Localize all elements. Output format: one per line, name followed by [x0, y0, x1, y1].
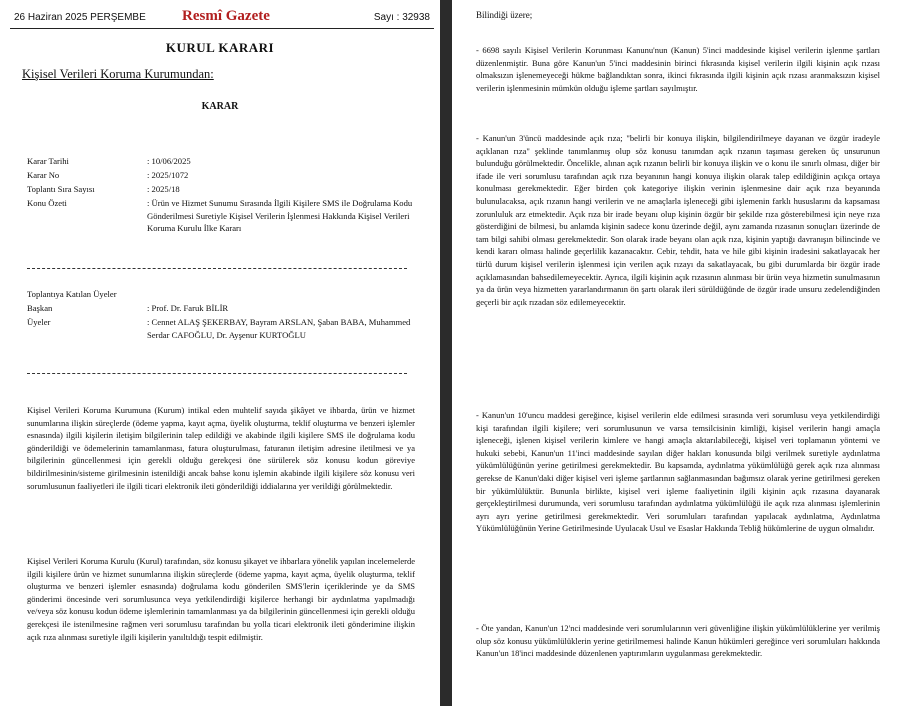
body-paragraph: - Kanun'un 3'üncü maddesinde açık rıza; "belirli bir konuya ilişkin, bilgilendirilmeye dayanan ve özgür iradeyle açıklanan rıza" şeklinde tanımlanmış olup söz konusu tanımdan açık rızanın taşıması gereken üç unsurunun bulunduğu görülmektedir. Öncelikle, alınan açık rızanın belirli bir konuya ilişkin ve o konu ile sınırlı olması, diğer bir ifade ile veri sorumlusu tarafından açık rıza beyanının hangi konuya ilişkin olarak talep edildiğinin açıkça ortaya konulması gerekmektedir. Eğer birden çok kategoriye ilişkin verinin işlenmesine dair açık rıza beyanında bulunulacaksa, açık rızanın hangi verilerin ve ne amaçlarla işleneceği gibi işlemenin farklı hususlarını da kapsaması zorunluluk arz etmektedir. Açık rıza bir irade beyanı olup kişinin özgür bir şekilde rıza gösterebilmesi için neye rıza gösterdiğini de bilmesi, bu anlamda kişinin sadece konu üzerinde değil, aynı zamanda rızasının sonuçları üzerinde de tam bilgi sahibi olması gerekmektedir. Son olarak irade beyanı olan açık rıza, kişinin yaptığı davranışın bilincinde ve kendi kararı olması halinde geçerlilik kazanacaktır. Cebir, tehdit, hata ve hile gibi kişinin iradesini sakatlayacak her türlü durum kişisel verilerin işlenmesi için verilen açık rızayı da sakatlayacak, bu gibi durumlarda bir özgür irade açıklamasından bahsedilemeyecektir. Ayrıca, ilgili kişinin açık rızasının alınması bir ürün veya hizmetin sunulmasının ya da ürün veya hizmetten yararlandırmanın ön şartı olarak ileri sürüldüğünde de özgür irade unsuru zedelendiğinden geçerli bir açık rızadan söz edilemeyecektir. — [476, 133, 880, 307]
body-paragraph: Kişisel Verileri Koruma Kurumuna (Kurum) intikal eden muhtelif sayıda şikâyet ve ihbarda, ürün ve hizmet sunumlarına ilişkin süreçlerde (ödeme yapma, kayıt açma, üyelik oluşturma, teklif oluşturma ve benzeri işlemler esnasında) ilgili kişilerin iletişim bilgilerinin talep edildiği ve akabinde ilgili kişilere SMS ile doğrulama kodu gönderildiği ve ödemelerinin tamamlanması, fatura oluşturulması, faturanın iletişim adresine iletilmesi ve ya bilgilerinin güncellenmesi için gerekli olduğu gerekçesi öne sürülerek söz konusu kodun göreviye bildirilmesinin/sisteme girilmesinin istenildiği ancak bahse konu işlemin akabinde ilgili kişilere söz konusu veri sorumlusunun faaliyetleri ile ilgili ticari elektronik ileti gönderildiği iddialarına yer verildiği görülmektedir. — [27, 405, 415, 491]
publication-name: Resmî Gazete — [182, 8, 270, 24]
header-divider — [10, 28, 434, 29]
page-title: KURUL KARARI — [165, 40, 275, 55]
meta-label: Üyeler — [27, 317, 51, 327]
body-paragraph: - Kanun'un 10'uncu maddesi gereğince, kişisel verilerin elde edilmesi sırasında veri sorumlusu veya yetkilendirdiği kişi tarafından ilgili kişilere; veri sorumlusunun ve varsa temsilcisinin kimliği, kişisel verilerin hangi amaçla işleneceği, işlenen kişisel verilerin kimlere ve hangi amaçla aktarılabileceği, kişisel veri toplamanın yöntemi ve hukuki sebebi, Kanun'un 11'inci maddesinde sayılan diğer hakları konusunda bilgi verilmek suretiyle aydınlatma yükümlülüğünün yerine getirilmesi gerekmektedir. Bu kapsamda, aydınlatma yükümlülüğü gerek açık rıza alınması gerekse de Kanun'daki diğer kişisel veri işleme şartlarının sağlanmasından bağımsız olarak yerine getirilmesi gereken bir yükümlülüktür. Bununla birlikte, kişisel veri işleme faaliyetinin ilgili kişinin açık rızasına dayanarak gerçekleştirilmesi durumunda, veri sorumlusu tarafından aydınlatma yükümlülüğü ile açık rıza alınması işlemlerinin ayrı ayrı yerine getirilmesi gerekmektedir. Veri sorumluları tarafından yapılacak aydınlatma, Aydınlatma Yükümlülüğünün Yerine Getirilmesinde Uyulacak Usul ve Esaslar Hakkında Tebliğ hükümlerine de uygun olmalıdır. — [476, 410, 880, 534]
body-paragraph: - 6698 sayılı Kişisel Verilerin Korunması Kanunu'nun (Kanun) 5'inci maddesinde kişisel verilerin işlenme şartları düzenlenmiştir. Buna göre Kanun'un 5'inci maddesinin birinci fıkrasında kişisel verilerin ilgili kişinin açık rızası olmaksızın işlenemeyeceği hükme bağlandıktan sonra, ikinci fıkrasında ilgili kişinin açık rızası aranmaksızın kişisel verilerin işlenmesinin mümkün olduğu işleme şartları sayılmıştır. — [476, 45, 880, 93]
meta-value: : Prof. Dr. Faruk BİLİR — [147, 303, 229, 313]
decision-heading: KARAR — [201, 101, 239, 112]
authority-name: Kişisel Verileri Koruma Kurumundan: — [22, 67, 214, 81]
body-paragraph: Kişisel Verileri Koruma Kurulu (Kurul) tarafından, söz konusu şikayet ve ihbarlara yönelik yapılan incelemelerde ilgili kişilere ürün ve hizmet sunumlarına ilişkin süreçlerde (ödeme yapma, kayıt açma, üyelik oluşturma, teklif oluşturma ve benzeri işlemler esnasında) doğrulama kodu gönderilen SMS'lerin içeriklerinde ye da SMS gönderimi öncesinde veri sorumlusunca veya yetkilendirdiği kişilerce herhangi bir aydınlatma yapılmadığı ve/veya söz konusu kodun ödeme işlemlerinin tamamlanması ya da bilgilerinin güncellenmesi için gerekli olduğu gerekçesi ile istenilmesine rağmen veri sorumlusu tarafından bu yolla ticari elektronik ileti gönderimine ilişkin açık rıza alınması suretiyle ilgili kişilerin yanıltıldığı tespit edilmiştir. — [27, 556, 415, 642]
body-paragraph: - Öte yandan, Kanun'un 12'nci maddesinde veri sorumlularının veri güvenliğine ilişkin yükümlülüklerine yer verilmiş olup söz konusu yükümlülüklerin yerine getirilmemesi halinde Kanun hükümleri gereğince veri sorumluları hakkında Kanun'un 18'inci maddesinde düzenlenen yaptırımların uygulanması gerekmektedir. — [476, 623, 880, 659]
meta-label: Başkan — [27, 303, 53, 313]
dashed-separator — [27, 268, 407, 269]
meta-value: : Cennet ALAŞ ŞEKERBAY, Bayram ARSLAN, Şaban BABA, Muhammed Serdar CAFOĞLU, Dr. Ayşenur KURTOĞLU — [147, 317, 411, 340]
meta-label: Toplantı Sıra Sayısı — [27, 184, 95, 194]
left-gazette-page: 26 Haziran 2025 PERŞEMBE Resmî Gazete Sayı : 32938 KURUL KARARI Kişisel Verileri Koruma Kurumundan: KARAR Karar Tarihi : 10/06/2025 Karar No : 2025/1072 Toplantı Sıra Sayısı : 2025/18 Konu Özeti : Ürün ve Hizmet Sunumu Sırasında İlgili Kişilere SMS ile Doğrulama Kodu Gönderilmesi Suretiyle Kişisel Verilerin İşlenmesi Hakkında Kişisel Verileri Koruma Kurulu İlke Kararı Toplantıya Katılan Üyeler Başkan : Prof. Dr. Faruk BİLİR Üyeler : Cennet ALAŞ ŞEKERBAY, Bayram ARSLAN, Şaban BABA, Muhammed Serdar CAFOĞLU, Dr. Ayşenur KURTOĞLU Kişisel Verileri Koruma Kurumuna (Kurum) intikal eden muhtelif sayıda şikâyet ve ihbarda, ürün ve hizmet sunumlarına ilişkin süreçlerde (ödeme yapma, kayıt açma, üyelik oluşturma, teklif oluşturma ve benzeri işlemler esnasında) ilgili kişilerin iletişim bilgilerinin talep edildiği ve akabinde ilgili kişilere SMS ile doğrulama kodu gönderildiği ve ödemelerinin tamamlanması, fatura oluşturulması, faturanın iletişim adresine iletilmesi ve ya bilgilerinin güncellenmesi için gerekli olduğu gerekçesi öne sürülerek söz konusu kodun göreviye bildirilmesinin/sisteme girilmesinin istenildiği ancak bahse konu işlemin akabinde ilgili kişilere söz konusu veri sorumlusunun faaliyetleri ile ilgili ticari elektronik ileti gönderildiği iddialarına yer verildiği görülmektedir. Kişisel Verileri Koruma Kurulu (Kurul) tarafından, söz konusu şikayet ve ihbarlara yönelik yapılan incelemelerde ilgili kişilere ürün ve hizmet sunumlarına ilişkin süreçlerde (ödeme yapma, kayıt açma, üyelik oluşturma, teklif oluşturma ve benzeri işlemler esnasında) doğrulama kodu gönderilen SMS'lerin içeriklerinde ye da SMS gönderimi öncesinde veri sorumlusunca veya yetkilendirdiği kişilerce herhangi bir aydınlatma yapılmadığı ve/veya söz konusu kodun ödeme işlemlerinin tamamlanması ya da bilgilerinin güncellenmesi için gerekli olduğu gerekçesi ile istenilmesine rağmen veri sorumlusu tarafından bu yolla ticari elektronik ileti gönderimine ilişkin açık rıza alınması suretiyle ilgili kişilerin yanıltıldığı tespit edilmiştir. — [0, 0, 440, 706]
issue-number: Sayı : 32938 — [373, 12, 430, 23]
intro-text: Bilindiği üzere; — [476, 10, 533, 20]
meta-label: Konu Özeti — [27, 198, 67, 208]
header-date: 26 Haziran 2025 PERŞEMBE — [14, 12, 146, 23]
meta-value: : Ürün ve Hizmet Sunumu Sırasında İlgili Kişilere SMS ile Doğrulama Kodu Gönderilmesi Suretiyle Kişisel Verilerin İşlenmesi Hakkında Kişisel Verileri Koruma Kurulu İlke Kararı — [147, 198, 413, 233]
gazette-header — [14, 8, 432, 28]
dashed-separator — [27, 373, 407, 374]
meta-value: : 2025/1072 — [147, 170, 189, 180]
right-gazette-page — [452, 0, 900, 706]
meta-label: Karar Tarihi — [27, 156, 69, 166]
meta-label: Karar No — [27, 170, 60, 180]
meta-value: : 10/06/2025 — [147, 156, 191, 166]
meta-value: : 2025/18 — [147, 184, 180, 194]
